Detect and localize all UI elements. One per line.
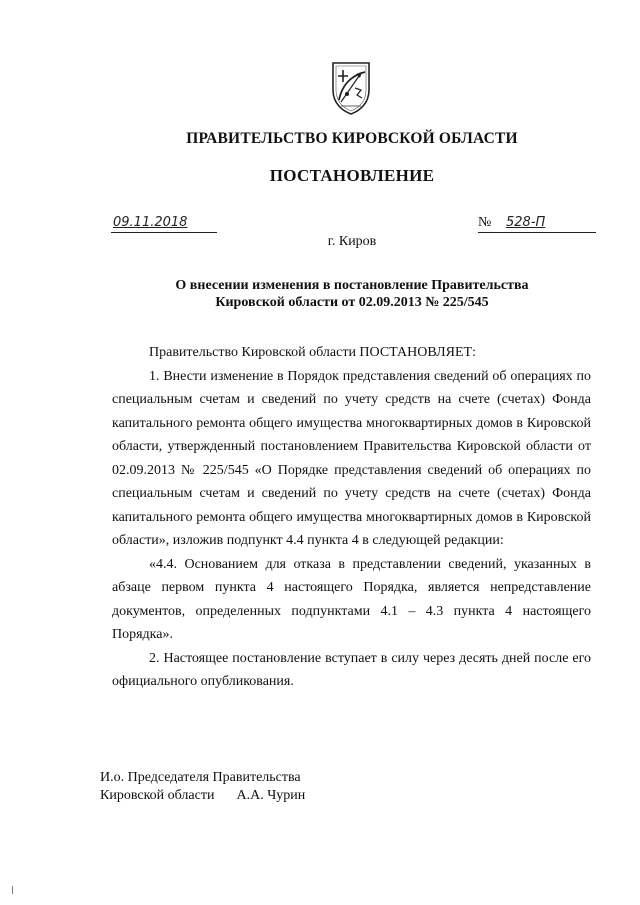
- document-number: 528-П: [506, 215, 546, 230]
- signatory-name: А.А. Чурин: [236, 788, 306, 803]
- signature-block: [100, 769, 305, 805]
- coat-of-arms-icon: [329, 60, 373, 116]
- city-name: г. Киров: [327, 234, 377, 249]
- preamble: Правительство Кировской области ПОСТАНОВЛЯЕТ:: [149, 345, 476, 360]
- subject-line-2: Кировской области от 02.09.2013 № 225/545: [215, 295, 489, 310]
- signatory-position-line-1: И.о. Председателя Правительства: [100, 770, 301, 785]
- document-number-field: [478, 216, 596, 233]
- document-date-field: [111, 217, 217, 233]
- document-subject: [0, 277, 640, 311]
- subject-line-1: О внесении изменения в постановление Правительства: [175, 278, 529, 293]
- document-body: [112, 341, 591, 694]
- number-sign: №: [478, 215, 492, 230]
- document-type: ПОСТАНОВЛЕНИЕ: [269, 166, 435, 185]
- item-1: 1. Внести изменение в Порядок представления сведений об операциях по специальным счетам и сведений по учету средств на счете (счетах) Фонда капитального ремонта общего имущества многоквартирных домов в Кировской области, утвержденный постановлением Правительства Кировской области от 02.09.2013 № 225/545 «О Порядке представления сведений об операциях по специальным счетам и сведений по учету средств на счете (счетах) Фонда капитального ремонта общего имущества многоквартирных домов в Кировской области», изложив подпункт 4.4 пункта 4 в следующей редакции:: [112, 368, 591, 548]
- signatory-position-line-2: Кировской области: [100, 788, 215, 803]
- item-2: 2. Настоящее постановление вступает в силу через десять дней после его официального опубликования.: [112, 650, 591, 689]
- document-date: 09.11.2018: [113, 215, 188, 230]
- government-title: ПРАВИТЕЛЬСТВО КИРОВСКОЙ ОБЛАСТИ: [186, 130, 518, 147]
- quoted-text: «4.4. Основанием для отказа в представлении сведений, указанных в абзаце первом пункта 4 настоящего Порядка, является непредставление документов, определенных подпунктами 4.1 – 4.3 пункта 4 настоящего Порядка».: [112, 556, 591, 642]
- scan-mark: [12, 886, 13, 894]
- signatory-line: [100, 787, 305, 805]
